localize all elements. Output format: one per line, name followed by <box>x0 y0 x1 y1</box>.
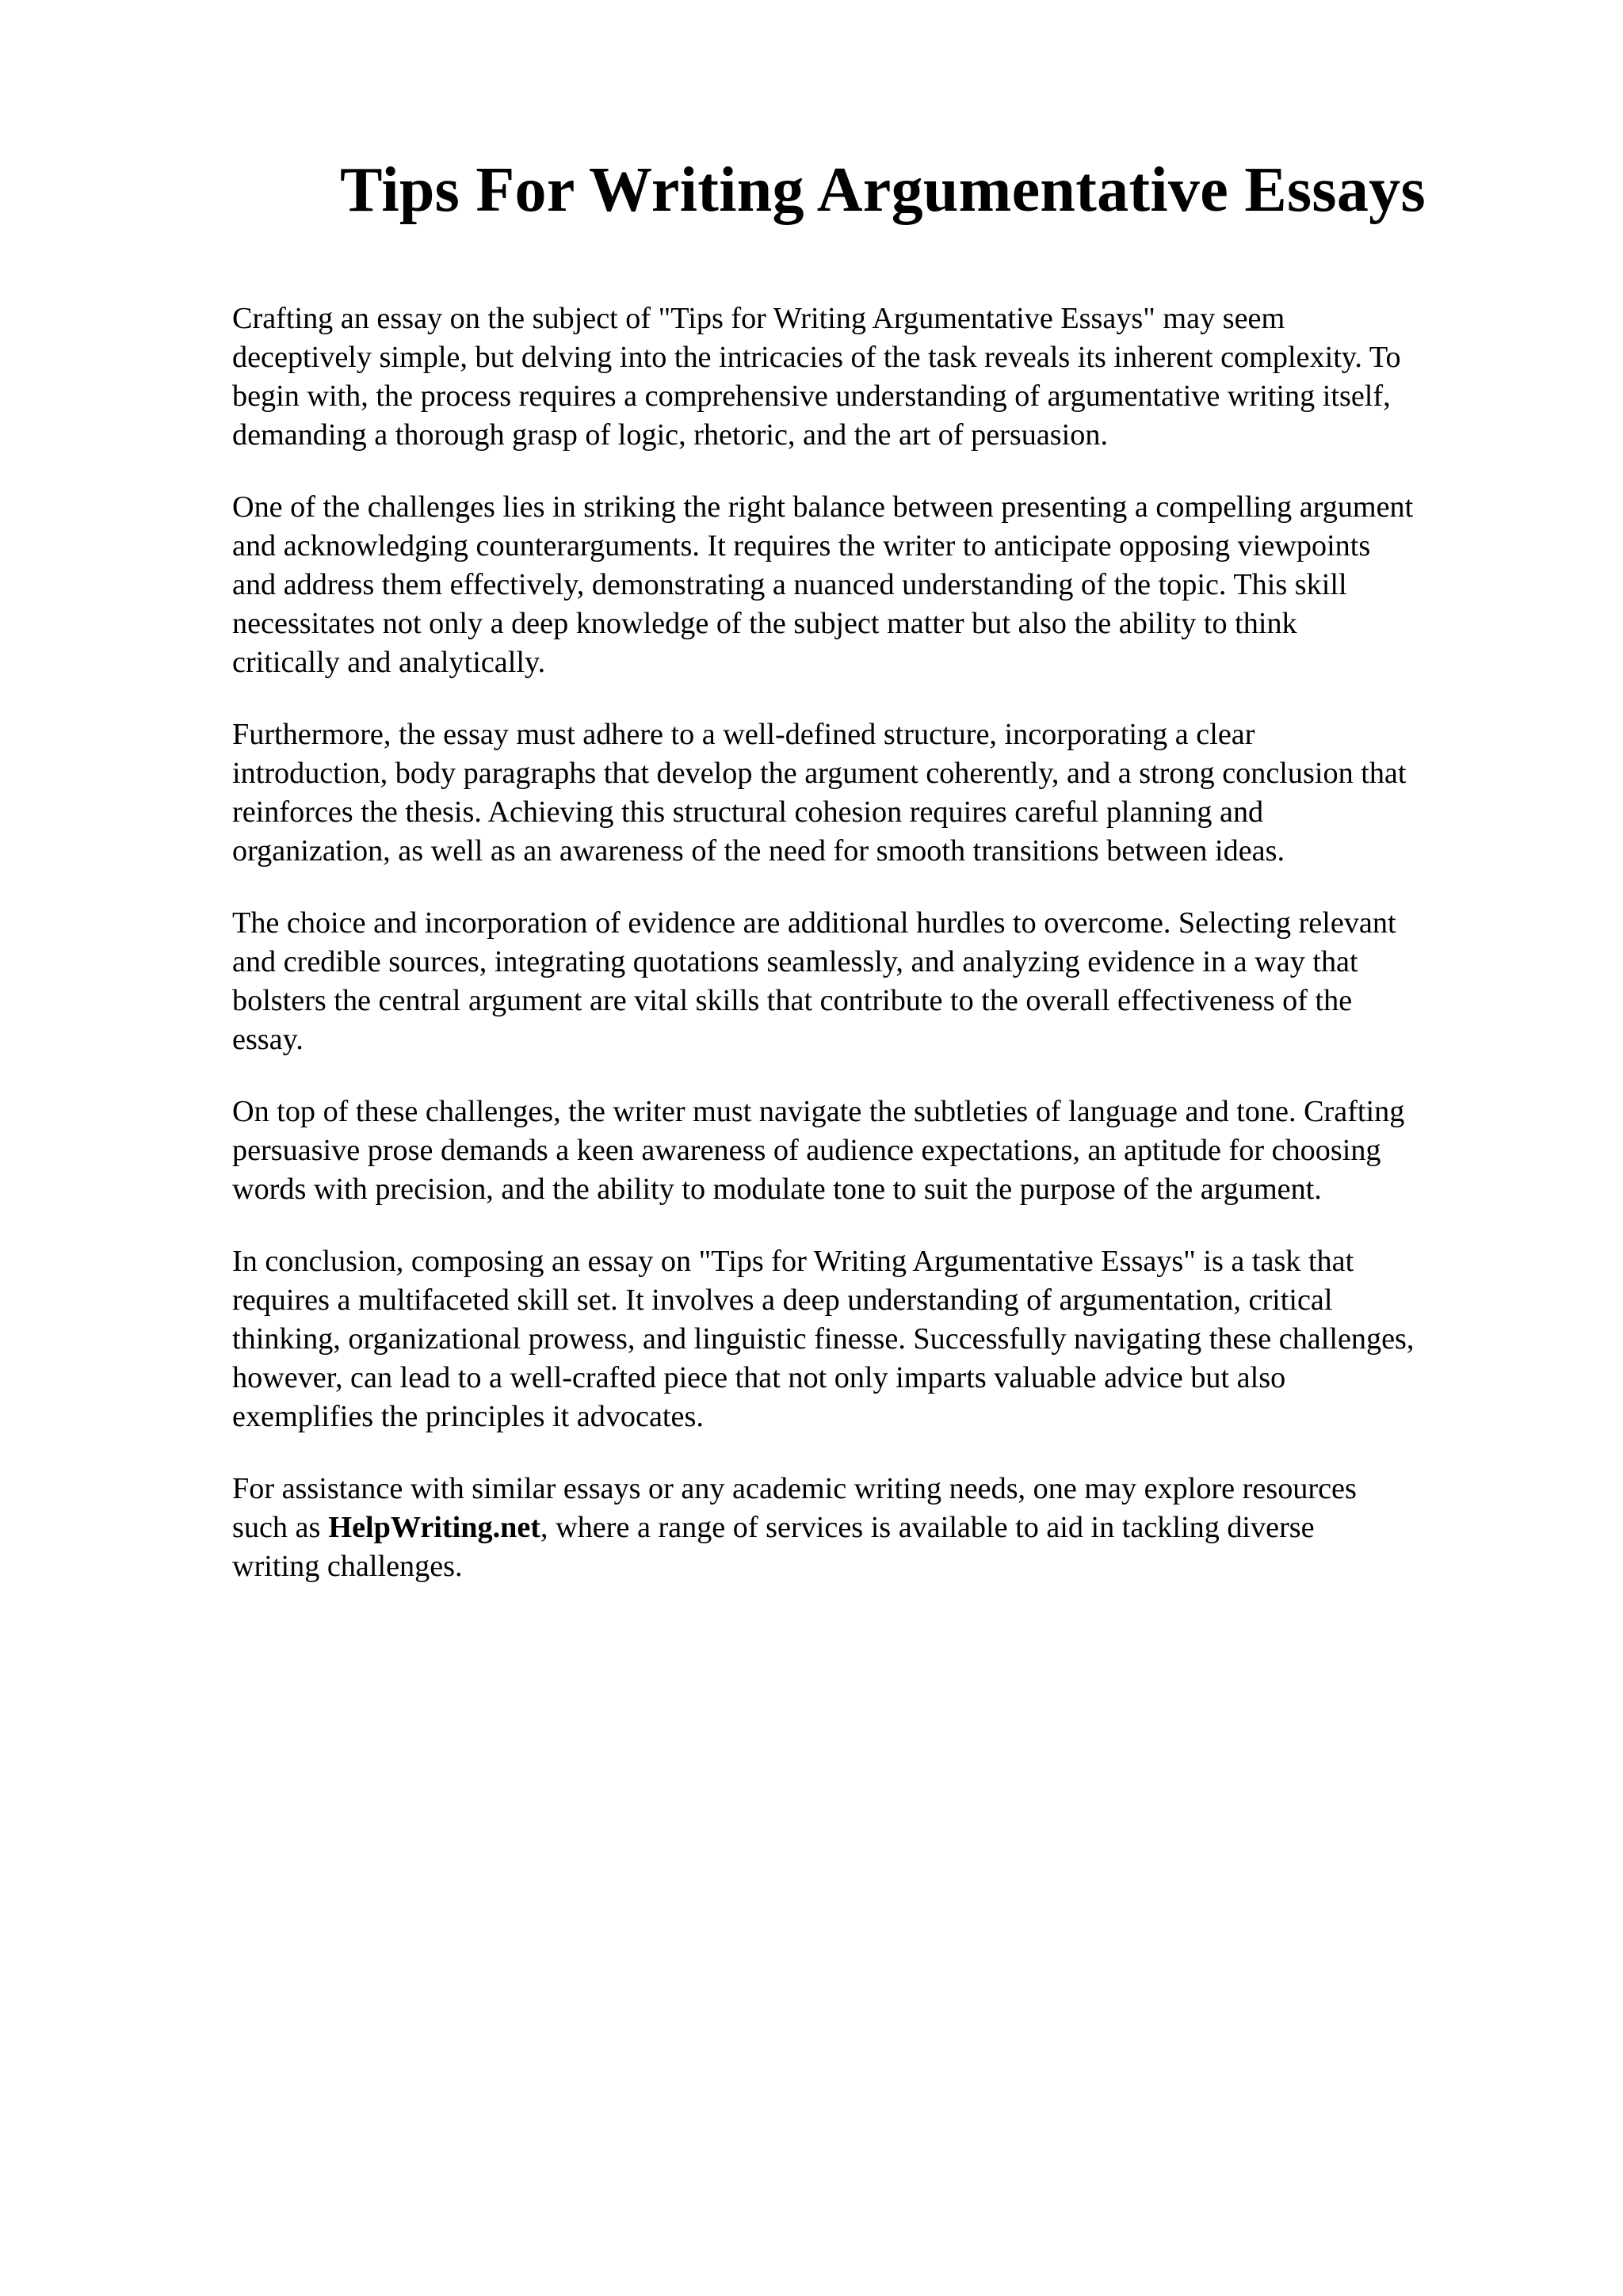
helpwriting-link[interactable]: HelpWriting.net <box>328 1511 541 1544</box>
text-line: deceptively simple, but delving into the intricacies of the task reveals its inherent complexity. To <box>232 341 1401 374</box>
text-line: begin with, the process requires a comprehensive understanding of argumentative writing itself, <box>232 379 1391 413</box>
text-line: One of the challenges lies in striking the right balance between presenting a compelling argument <box>232 490 1414 524</box>
paragraph-4 <box>232 904 1532 1059</box>
text-line: introduction, body paragraphs that develop the argument coherently, and a strong conclusion that <box>232 757 1407 790</box>
text-line-with-link <box>232 1508 1532 1547</box>
text-line: persuasive prose demands a keen awareness of audience expectations, an aptitude for choosing <box>232 1134 1381 1167</box>
text-line: Crafting an essay on the subject of "Tips for Writing Argumentative Essays" may seem <box>232 302 1285 335</box>
services-text: , where a range of services is available to aid in tackling diverse <box>540 1511 1315 1544</box>
text-line: On top of these challenges, the writer must navigate the subtleties of language and tone. Crafting <box>232 1095 1405 1128</box>
text-line: reinforces the thesis. Achieving this structural cohesion requires careful planning and <box>232 795 1264 829</box>
text-line: bolsters the central argument are vital skills that contribute to the overall effectiveness of the <box>232 984 1353 1017</box>
text-line: critically and analytically. <box>232 646 546 679</box>
text-line: writing challenges. <box>232 1550 463 1583</box>
text-line: and address them effectively, demonstrating a nuanced understanding of the topic. This skill <box>232 568 1347 601</box>
text-line: Furthermore, the essay must adhere to a well-defined structure, incorporating a clear <box>232 718 1255 751</box>
text-line: and acknowledging counterarguments. It requires the writer to anticipate opposing viewpoints <box>232 529 1371 563</box>
text-line: exemplifies the principles it advocates. <box>232 1400 704 1433</box>
text-line: requires a multifaceted skill set. It involves a deep understanding of argumentation, critical <box>232 1283 1333 1317</box>
text-line: and credible sources, integrating quotations seamlessly, and analyzing evidence in a way that <box>232 945 1358 978</box>
text-line: words with precision, and the ability to modulate tone to suit the purpose of the argument. <box>232 1173 1322 1206</box>
such-as-text: such as <box>232 1511 321 1544</box>
paragraph-2 <box>232 488 1532 682</box>
text-line: demanding a thorough grasp of logic, rhetoric, and the art of persuasion. <box>232 418 1108 452</box>
essay-body <box>232 299 1532 1619</box>
text-line: however, can lead to a well-crafted piece that not only imparts valuable advice but also <box>232 1361 1286 1394</box>
page-title: Tips For Writing Argumentative Essays <box>340 155 1426 225</box>
text-line: The choice and incorporation of evidence are additional hurdles to overcome. Selecting relevant <box>232 906 1396 940</box>
text-line: thinking, organizational prowess, and linguistic finesse. Successfully navigating these challenges, <box>232 1322 1415 1356</box>
text-line: In conclusion, composing an essay on "Tips for Writing Argumentative Essays" is a task that <box>232 1245 1354 1278</box>
text-line: For assistance with similar essays or any academic writing needs, one may explore resources <box>232 1472 1357 1505</box>
paragraph-5 <box>232 1093 1532 1209</box>
text-line: necessitates not only a deep knowledge of the subject matter but also the ability to think <box>232 607 1297 640</box>
closing-paragraph <box>232 1470 1532 1586</box>
paragraph-6 <box>232 1242 1532 1436</box>
paragraph-3 <box>232 715 1532 871</box>
text-line: essay. <box>232 1023 304 1056</box>
paragraph-1 <box>232 299 1532 455</box>
text-line: organization, as well as an awareness of the need for smooth transitions between ideas. <box>232 834 1285 868</box>
